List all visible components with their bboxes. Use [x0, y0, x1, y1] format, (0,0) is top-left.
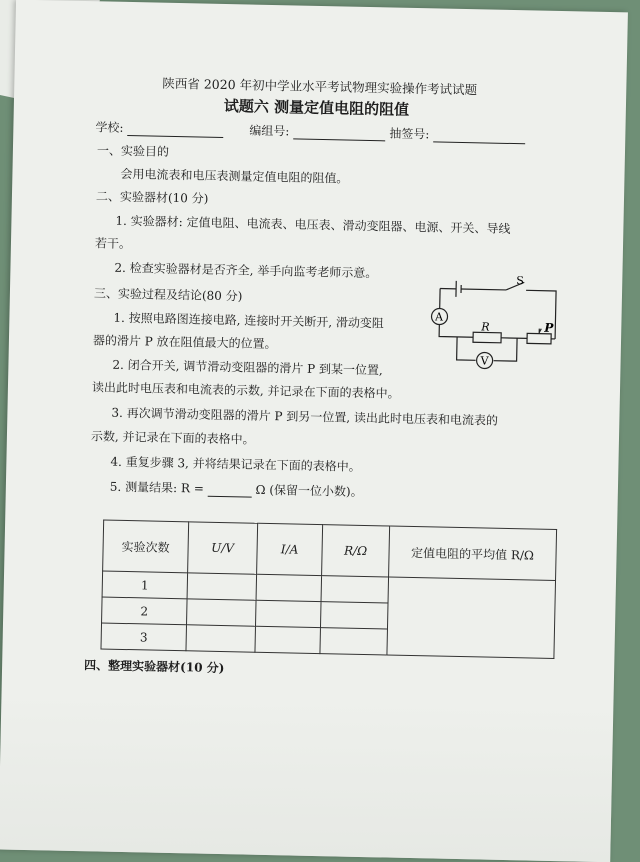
step1-line2: 器的滑片 P 放在阻值最大的位置。	[92, 333, 277, 352]
step2-line1: 2. 闭合开关, 调节滑动变阻器的滑片 P 到某一位置,	[112, 357, 383, 378]
step2-line2: 读出此时电压表和电流表的示数, 并记录在下面的表格中。	[91, 380, 400, 401]
trial-number: 1	[102, 571, 188, 599]
draw-field	[389, 124, 525, 144]
section2-item1-line2: 若干。	[94, 236, 132, 252]
section1-body: 会用电流表和电压表测量定值电阻的阻值。	[120, 166, 349, 186]
header-voltage: U/V	[188, 522, 258, 574]
section2-item2: 2. 检查实验器材是否齐全, 举手向监考老师示意。	[114, 260, 378, 281]
resistance-cell[interactable]	[321, 576, 389, 603]
result-blank	[208, 496, 252, 498]
results-table	[100, 520, 557, 659]
section2-item1-line1: 1. 实验器材: 定值电阻、电流表、电压表、滑动变阻器、电源、开关、导线	[115, 213, 511, 236]
step4: 4. 重复步骤 3, 并将结果记录在下面的表格中。	[110, 454, 361, 474]
resistor-label: R	[481, 320, 490, 334]
header-average: 定值电阻的平均值 R/Ω	[389, 526, 557, 580]
group-field	[249, 122, 385, 142]
current-cell[interactable]	[255, 600, 321, 627]
voltage-cell[interactable]	[186, 625, 256, 652]
school-label: 学校:	[95, 120, 124, 135]
voltage-cell[interactable]	[187, 573, 257, 600]
step5	[110, 478, 363, 500]
draw-blank	[433, 141, 525, 144]
section3-heading: 三、实验过程及结论(80 分)	[93, 286, 243, 304]
header-resistance: R/Ω	[322, 525, 390, 577]
current-cell[interactable]	[256, 574, 322, 601]
paper-shading	[0, 689, 613, 862]
section2-heading: 二、实验器材(10 分)	[95, 189, 209, 206]
ammeter-label: A	[434, 310, 444, 324]
voltage-cell[interactable]	[187, 599, 257, 626]
header-trial: 实验次数	[103, 520, 189, 573]
average-cell[interactable]	[387, 577, 556, 658]
circuit-diagram	[426, 274, 560, 389]
trial-number: 3	[101, 623, 187, 651]
trial-number: 2	[102, 597, 188, 625]
current-cell[interactable]	[255, 626, 321, 653]
draw-label: 抽签号:	[389, 126, 430, 142]
group-blank	[293, 138, 385, 141]
step5-prefix: 5. 测量结果: R =	[109, 479, 205, 496]
header-current: I/A	[257, 523, 323, 575]
exam-title: 陕西省 2020 年初中学业水平考试物理实验操作考试试题	[162, 75, 478, 98]
table-header-row	[103, 520, 557, 580]
group-label: 编组号:	[249, 123, 290, 139]
step5-suffix: Ω (保留一位小数)。	[255, 482, 363, 499]
voltmeter-label: V	[480, 354, 489, 368]
school-field	[95, 118, 223, 138]
section4-heading: 四、整理实验器材(10 分)	[83, 658, 225, 676]
resistance-cell[interactable]	[320, 602, 388, 629]
switch-label: S	[516, 274, 524, 288]
slider-label: P	[544, 320, 554, 335]
step1-line1: 1. 按照电路图连接电路, 连接时开关断开, 滑动变阻	[113, 310, 385, 331]
resistance-cell[interactable]	[320, 628, 388, 655]
step3-line2: 示数, 并记录在下面的表格中。	[90, 429, 255, 447]
step3-line1: 3. 再次调节滑动变阻器的滑片 P 到另一位置, 读出此时电压表和电流表的	[111, 405, 499, 428]
school-blank	[127, 135, 223, 138]
section1-heading: 一、实验目的	[96, 143, 170, 159]
question-title: 试题六 测量定值电阻的阻值	[223, 96, 410, 119]
